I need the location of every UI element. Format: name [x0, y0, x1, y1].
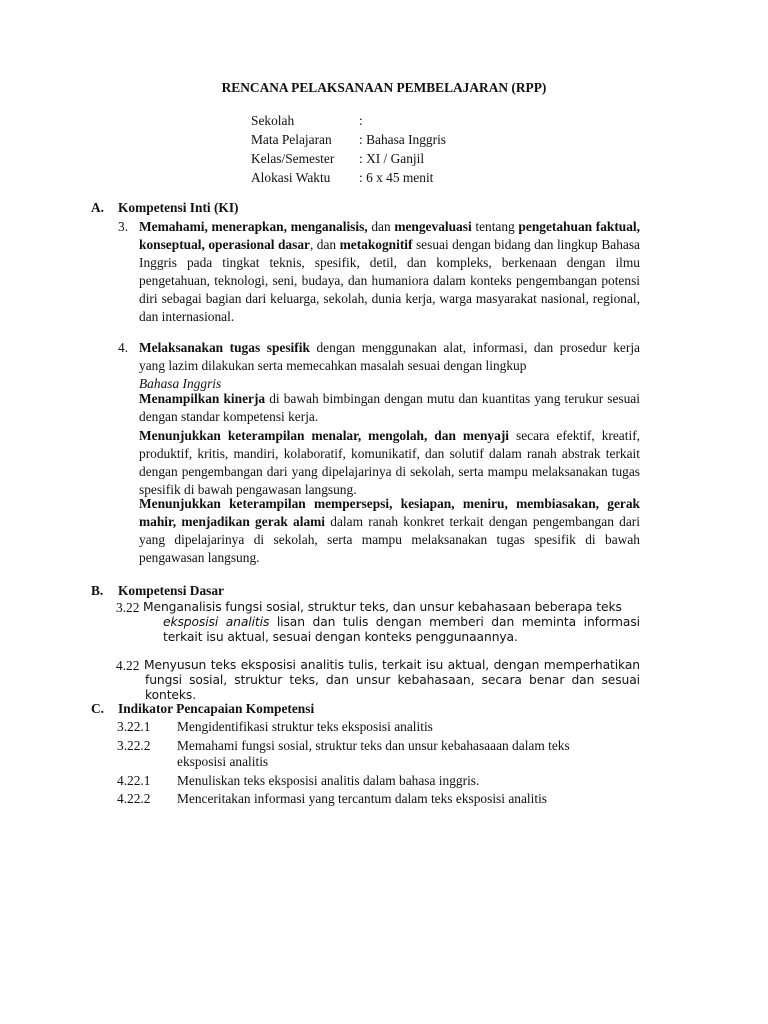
- ki4-paragraph-3: [139, 427, 640, 499]
- identity-value: : XI / Ganjil: [359, 151, 425, 166]
- ki3-paragraph: [139, 218, 640, 326]
- indicator-text: Memahami fungsi sosial, struktur teks dan unsur kebahasaaan dalam teks: [177, 738, 570, 753]
- section-letter: A.: [91, 200, 105, 215]
- kd1-text-1: Menganalisis fungsi sosial, struktur teks, dan unsur kebahasaan beberapa teks: [143, 600, 622, 614]
- indicator-number: 4.22.1: [117, 773, 151, 788]
- indicator-text: Mengidentifikasi struktur teks eksposisi analitis: [177, 719, 433, 734]
- ki3-bold-4: mengevaluasi: [394, 219, 472, 234]
- identity-row-school: [251, 112, 446, 131]
- indicator-item: [117, 772, 479, 790]
- identity-label: Mata Pelajaran: [251, 132, 332, 147]
- kd1-number: 3.22: [116, 600, 140, 615]
- ki4-p4-text: dalam ranah konkret terkait dengan pengembangan dari yang dipelajarinya di sekolah, serta mampu melaksanakan tugas spesifik di bawah pengawasan langsung.: [139, 514, 640, 565]
- ki3-bold-5: pengetahuan faktual, konseptual, operasional dasar: [139, 219, 641, 252]
- ki3-number: 3.: [118, 219, 129, 234]
- identity-row-time: [251, 169, 446, 188]
- indicator-number: 4.22.2: [117, 791, 151, 806]
- kd1-continuation: [143, 615, 640, 645]
- identity-row-class: [251, 150, 446, 169]
- indicator-number: 3.22.1: [117, 719, 151, 734]
- indicator-text: Menuliskan teks eksposisi analitis dalam bahasa inggris.: [177, 773, 480, 788]
- section-title: Indikator Pencapaian Kompetensi: [118, 701, 315, 716]
- ki3-bold-1: Memahami,: [139, 219, 208, 234]
- ki4-paragraph-4: [139, 495, 640, 567]
- identity-label: Alokasi Waktu: [251, 170, 331, 185]
- kd1-text-2: lisan dan tulis dengan memberi dan meminta informasi terkait isu aktual, sesuai dengan konteks penggunaannya.: [163, 615, 640, 644]
- ki3-text-2: tentang: [475, 219, 515, 234]
- identity-table: [251, 112, 446, 188]
- ki3-text-3: , dan: [309, 237, 337, 252]
- kd2-number: 4.22: [116, 658, 140, 673]
- ki4-paragraph-2: [139, 390, 640, 426]
- ki4-p2-text: di bawah bimbingan dengan mutu dan kuantitas yang terukur sesuai dengan standar kompetensi kerja.: [139, 391, 640, 424]
- kd2-text: Menyusun teks eksposisi analitis tulis, terkait isu aktual, dengan memperhatikan fungsi sosial, struktur teks, dan unsur kebahasaan, secara benar dan sesuai konteks.: [144, 658, 640, 702]
- ki3-bold-2: menerapkan,: [211, 219, 287, 234]
- section-letter: C.: [91, 701, 105, 716]
- indicator-number: 3.22.2: [117, 738, 151, 753]
- ki4-p3-text: secara efektif, kreatif, produktif, kritis, mandiri, kolaboratif, komunikatif, dan solutif dalam ranah abstrak terkait dengan pengembangan dari yang dipelajarinya di sekolah, serta mampu melaksanakan tugas spesifik di bawah pengawasan langsung.: [139, 428, 640, 497]
- ki4-p1-bold: Melaksanakan tugas spesifik: [139, 340, 310, 355]
- section-a-heading: [91, 199, 239, 217]
- document-title: RENCANA PELAKSANAAN PEMBELAJARAN (RPP): [221, 80, 547, 95]
- kd2-paragraph: [145, 658, 640, 703]
- ki4-p2-bold: Menampilkan kinerja: [139, 391, 266, 406]
- ki3-text-4: sesuai dengan bidang dan lingkup Bahasa Inggris pada tingkat teknis, spesifik, detil, dan kompleks, berkenaan dengan ilmu pengetahuan, teknologi, seni, budaya, dan humaniora dalam konteks pengembangan potensi diri sebagai bagian dari keluarga, sekolah, dunia kerja, warga masyarakat nasional, regional, dan internasional.: [139, 237, 641, 324]
- identity-value: : Bahasa Inggris: [359, 132, 447, 147]
- ki4-p1-text: dengan menggunakan alat, informasi, dan prosedur kerja yang lazim dilakukan serta memecahkan masalah sesuai dengan lingkup: [139, 340, 640, 373]
- ki4-number: 4.: [118, 340, 129, 355]
- section-b-heading: [91, 582, 224, 600]
- section-c-heading: [91, 700, 314, 718]
- indicator-text: Menceritakan informasi yang tercantum dalam teks eksposisi analitis: [177, 791, 547, 806]
- identity-row-subject: [251, 131, 446, 150]
- indicator-item: [117, 790, 547, 808]
- section-title: Kompetensi Inti (KI): [118, 200, 239, 215]
- ki4-p1-italic: Bahasa Inggris: [139, 376, 222, 391]
- ki4-paragraph-1: [139, 339, 640, 393]
- kd1-italic: eksposisi analitis: [163, 615, 270, 629]
- indicator-item: [117, 718, 433, 736]
- kd1-paragraph: [143, 600, 640, 645]
- ki3-bold-3: menganalisis,: [290, 219, 368, 234]
- section-title: Kompetensi Dasar: [118, 583, 225, 598]
- identity-value: : 6 x 45 menit: [359, 170, 434, 185]
- ki4-p4-bold: Menunjukkan keterampilan mempersepsi, kesiapan, meniru, membiasakan, gerak mahir, menjadikan gerak alami: [139, 496, 640, 529]
- identity-value: :: [359, 113, 363, 128]
- ki3-text-1: dan: [371, 219, 391, 234]
- indicator-continuation: eksposisi analitis: [177, 754, 269, 769]
- identity-label: Kelas/Semester: [251, 151, 335, 166]
- section-letter: B.: [91, 583, 104, 598]
- ki4-p3-bold: Menunjukkan keterampilan menalar, mengolah, dan menyaji: [139, 428, 509, 443]
- ki3-bold-6: metakognitif: [339, 237, 413, 252]
- identity-label: Sekolah: [251, 113, 295, 128]
